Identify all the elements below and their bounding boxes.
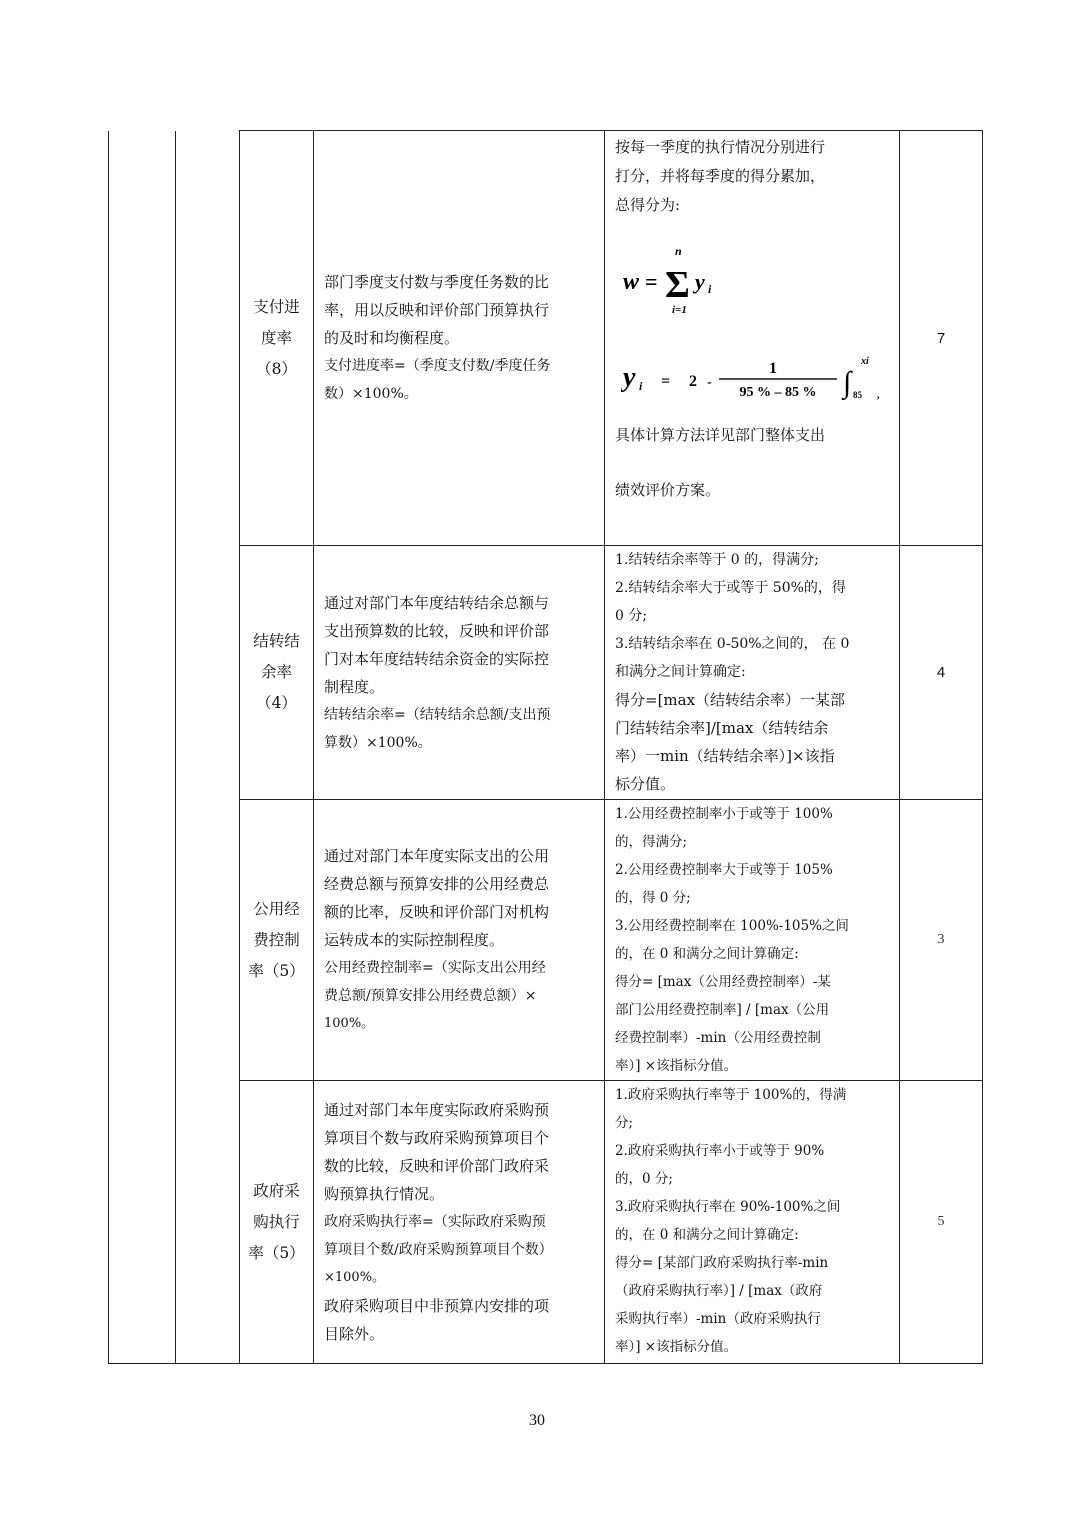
method-line: （政府采购执行率）] / [max（政府	[615, 1283, 823, 1299]
method-line: 1.政府采购执行率等于 100%的，得满	[615, 1087, 847, 1103]
description-line: 制程度。	[324, 677, 385, 696]
indicator-name-line: 度率	[260, 328, 292, 347]
method-line: 率）] ×该指标分值。	[615, 1339, 738, 1355]
method-line: 2.公用经费控制率大于或等于 105%	[615, 862, 833, 878]
indicator-name-line: 率（5）	[248, 961, 305, 980]
svg-text:i=1: i=1	[672, 304, 687, 316]
scoring-method-cell	[605, 546, 900, 800]
method-line: 按每一季度的执行情况分别进行	[615, 138, 826, 156]
description-line: 购预算执行情况。	[324, 1185, 445, 1203]
description-line: 结转结余率=（结转结余总额/支出预	[324, 706, 551, 723]
indicator-name-cell	[240, 1081, 314, 1364]
method-line: 3.结转结余率在 0-50%之间的， 在 0	[615, 636, 850, 652]
table-row-payment-progress	[109, 131, 983, 546]
table-row-public-expense-control	[109, 800, 983, 1081]
indicator-description-cell	[314, 546, 605, 800]
indicator-name-line: 购执行	[253, 1212, 300, 1231]
blank-column-1	[109, 131, 176, 1364]
method-line: 3.政府采购执行率在 90%-100%之间	[615, 1199, 841, 1215]
svg-text:i: i	[639, 378, 643, 393]
method-line: 具体计算方法详见部门整体支出	[615, 426, 826, 444]
svg-text:y: y	[695, 269, 705, 294]
method-line: 得分=[max（结转结余率）一某部	[615, 691, 846, 709]
score-value: 3	[937, 932, 945, 947]
method-line: 打分，并将每季度的得分累加，	[615, 167, 826, 185]
table-row-procurement-execution	[109, 1081, 983, 1364]
indicator-name-line: 结转结	[253, 632, 300, 650]
description-line: 部门季度支付数与季度任务数的比	[324, 273, 550, 291]
svg-text:i: i	[708, 282, 712, 296]
svg-text:=: =	[661, 372, 671, 390]
method-line: 1.结转结余率等于 0 的，得满分;	[615, 552, 819, 568]
indicator-name-cell	[240, 546, 314, 800]
method-line: 和满分之间计算确定:	[615, 664, 746, 680]
method-line: 的，在 0 和满分之间计算确定:	[615, 1227, 799, 1243]
description-line: 数）×100%。	[324, 386, 418, 402]
table-row-carryover-rate	[109, 546, 983, 800]
score-value: 4	[936, 664, 946, 681]
quarter-formula-image	[621, 348, 893, 408]
description-line: 目除外。	[324, 1325, 385, 1343]
description-line: 公用经费控制率=（实际支出公用经	[324, 960, 546, 976]
indicator-name-cell	[240, 800, 314, 1081]
score-value: 5	[937, 1214, 945, 1229]
indicator-description-cell	[314, 131, 605, 546]
scoring-method-cell	[605, 1081, 900, 1364]
method-line: 3.公用经费控制率在 100%-105%之间	[615, 918, 849, 934]
indicator-name-line: 公用经	[253, 899, 300, 918]
svg-text:y: y	[623, 361, 636, 393]
method-line: 绩效评价方案。	[615, 481, 721, 499]
description-line: 运转成本的实际控制程度。	[324, 931, 505, 949]
description-line: 通过对部门本年度实际支出的公用	[324, 847, 550, 865]
description-line: 的及时和均衡程度。	[324, 329, 460, 347]
description-line: 算项目个数与政府采购预算项目个	[324, 1129, 550, 1147]
svg-text:∫: ∫	[843, 365, 852, 399]
indicator-name-line: （4）	[256, 694, 297, 712]
method-line: 的，0 分;	[615, 1171, 673, 1187]
method-line: 1.公用经费控制率小于或等于 100%	[615, 806, 833, 822]
svg-text:xi: xi	[861, 355, 869, 367]
method-line: 得分= [max（公用经费控制率）-某	[615, 974, 831, 990]
svg-text:1: 1	[769, 359, 777, 377]
description-line: 通过对部门本年度实际政府采购预	[324, 1101, 550, 1119]
method-line: 2.政府采购执行率小于或等于 90%	[615, 1143, 825, 1159]
score-cell	[900, 1081, 983, 1364]
description-line: 经费总额与预算安排的公用经费总	[324, 875, 550, 893]
total-score-formula	[615, 220, 893, 340]
description-line: 支出预算数的比较，反映和评价部	[324, 621, 550, 640]
method-line: 的，在 0 和满分之间计算确定:	[615, 946, 799, 962]
indicator-name-line: 费控制	[253, 930, 300, 949]
method-line: 经费控制率）-min（公用经费控制	[615, 1030, 821, 1046]
method-line: 率）一min（结转结余率）]×该指	[615, 747, 835, 765]
score-cell	[900, 800, 983, 1081]
indicator-name-line: 支付进	[253, 297, 300, 316]
score-cell	[900, 131, 983, 546]
description-line: 门对本年度结转结余资金的实际控	[324, 649, 550, 668]
quarter-score-formula	[615, 340, 893, 415]
description-line: 数的比较，反映和评价部门政府采	[324, 1157, 550, 1175]
scoring-method-cell	[605, 800, 900, 1081]
indicator-table	[108, 130, 983, 1364]
description-line: 率，用以反映和评价部门预算执行	[324, 301, 550, 319]
indicator-description-cell	[314, 1081, 605, 1364]
indicator-name-line: （8）	[256, 359, 297, 378]
description-line: 支付进度率=（季度支付数/季度任务	[324, 358, 551, 374]
method-line: 得分= [某部门政府采购执行率-min	[615, 1255, 829, 1271]
method-line: 采购执行率）-min（政府采购执行	[615, 1311, 821, 1327]
description-line: ×100%。	[324, 1270, 386, 1285]
description-line: 算数）×100%。	[324, 734, 432, 751]
method-line: 标分值。	[615, 775, 676, 793]
svg-text:=: =	[645, 269, 658, 294]
indicator-description-cell	[314, 800, 605, 1081]
svg-text:w: w	[623, 269, 640, 295]
page-number: 30	[529, 1412, 545, 1429]
svg-text:,: ,	[877, 389, 880, 401]
indicator-name-line: 率（5）	[248, 1243, 305, 1262]
description-line: 通过对部门本年度结转结余总额与	[324, 593, 550, 612]
description-line: 100%。	[324, 1016, 375, 1031]
description-line: 政府采购项目中非预算内安排的项	[324, 1297, 550, 1315]
method-line: 2.结转结余率大于或等于 50%的，得	[615, 580, 846, 596]
svg-text:95 % – 85 %: 95 % – 85 %	[739, 384, 817, 400]
indicator-name-cell	[240, 131, 314, 546]
blank-column-2	[176, 131, 240, 1364]
svg-text:85: 85	[853, 389, 862, 400]
method-line: 部门公用经费控制率] / [max（公用	[615, 1002, 830, 1018]
scoring-method-cell	[605, 131, 900, 546]
method-line: 率）] ×该指标分值。	[615, 1058, 738, 1074]
method-line: 分;	[615, 1115, 634, 1131]
indicator-name-line: 政府采	[253, 1181, 300, 1200]
indicator-name-line: 余率	[260, 663, 292, 681]
method-line: 的，得满分;	[615, 834, 688, 850]
svg-text:n: n	[675, 244, 682, 258]
score-cell	[900, 546, 983, 800]
method-line: 总得分为:	[615, 196, 681, 214]
method-line: 0 分;	[615, 608, 648, 624]
svg-text:Σ: Σ	[665, 264, 690, 306]
description-line: 算项目个数/政府采购预算项目个数）	[324, 1242, 553, 1258]
method-line: 门结转结余率]/[max（结转结余	[615, 719, 829, 737]
description-line: 额的比率，反映和评价部门对机构	[324, 903, 550, 921]
description-line: 费总额/预算安排公用经费总额）×	[324, 988, 537, 1004]
score-value: 7	[936, 329, 946, 347]
method-line: 的，得 0 分;	[615, 890, 691, 906]
description-line: 政府采购执行率=（实际政府采购预	[324, 1214, 546, 1230]
svg-text:2: 2	[689, 372, 697, 390]
svg-text:-: -	[707, 374, 712, 390]
sum-formula-image	[619, 235, 739, 325]
